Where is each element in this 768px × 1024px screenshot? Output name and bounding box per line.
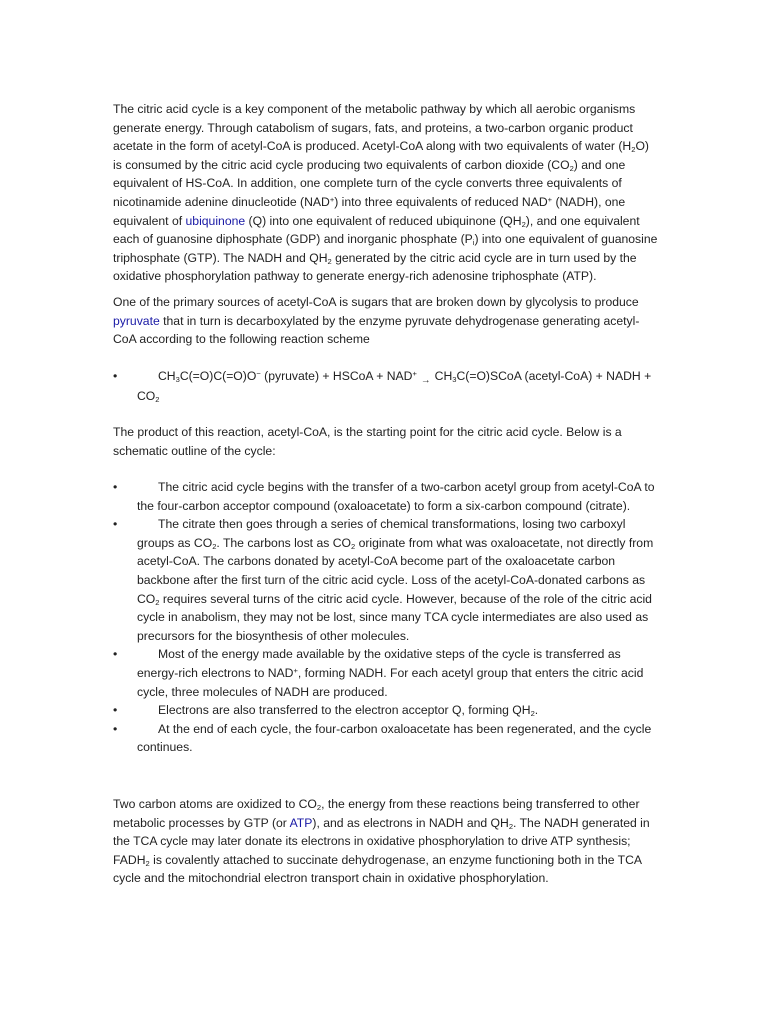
reaction-list xyxy=(113,367,661,406)
list-item: • The citric acid cycle begins with the transfer of a two-carbon acetyl group from acetyl-CoA to the four-carbon acceptor compound (oxaloacetate) to form a six-carbon compound (citrate). xyxy=(113,480,655,513)
bullet-icon: • xyxy=(113,368,118,383)
bullet-icon: • xyxy=(113,703,118,718)
reaction-scheme: • $CH_3C(=O)C(=O)O^-$ (pyruvate) + HSCoA + $NAD^+\to CH_3C(=O)SCoA$ (acetyl-CoA) + NADH + $CO_2$ xyxy=(113,368,652,405)
pyruvate-link[interactable]: pyruvate xyxy=(113,313,160,328)
cycle-intro-paragraph: The product of this reaction, acetyl-CoA, is the starting point for the citric acid cycle. Below is a schematic outline of the cycle: xyxy=(113,424,622,458)
atp-link[interactable]: ATP xyxy=(289,815,313,830)
bullet-icon: • xyxy=(113,517,118,532)
ubiquinone-link[interactable]: ubiquinone xyxy=(185,213,246,228)
acetyl-coa-sources-paragraph: One of the primary sources of acetyl-CoA is sugars that are broken down by glycolysis to produce pyruvate that in turn is decarboxylated by the enzyme pyruvate dehydrogenase generating acetyl-CoA according to the following reaction scheme xyxy=(113,294,640,347)
oxidation-paragraph: Two carbon atoms are oxidized to $CO_2$, the energy from these reactions being transferred to other metabolic processes by GTP (or ATP), and as electrons in NADH and $QH_2$. The NADH generated in the TCA cycle may later donate its electrons in oxidative phosphorylation to drive ATP synthesis; $FADH_2$ is covalently attached to succinate dehydrogenase, an enzyme functioning both in the TCA cycle and the mitochondrial electron transport chain in oxidative phosphorylation. xyxy=(113,797,650,886)
list-item: • Most of the energy made available by the oxidative steps of the cycle is transferred as energy-rich electrons to NAD+, forming NADH. For each acetyl group that enters the citric acid cycle, three molecules of NADH are produced. xyxy=(113,647,644,699)
reaction-arrow-icon: → xyxy=(420,374,431,386)
list-item: • Electrons are also transferred to the electron acceptor Q, forming $QH_2$. xyxy=(113,703,539,719)
document-body xyxy=(113,100,661,888)
list-item: • At the end of each cycle, the four-carbon oxaloacetate has been regenerated, and the cycle continues. xyxy=(113,721,652,755)
cycle-steps-list xyxy=(113,478,661,757)
bullet-icon: • xyxy=(113,721,118,736)
bullet-icon: • xyxy=(113,647,118,662)
intro-paragraph: The citric acid cycle is a key component of the metabolic pathway by which all aerobic organisms generate energy. Through catabolism of sugars, fats, and proteins, a two-carbon organic product acetate in the form of acetyl-CoA is produced. Acetyl-CoA along with two equivalents of water $(H_2O)$ is consumed by the citric acid cycle producing two equivalents of carbon dioxide $(CO_2)$ and one equivalent of HS-CoA. In addition, one complete turn of the cycle converts three equivalents of nicotinamide adenine dinucleotide (NAD+) into three equivalents of reduced NAD+ (NADH), one equivalent of ubiquinone (Q) into one equivalent of reduced ubiquinone $(QH_2)$, and one equivalent each of guanosine diphosphate (GDP) and inorganic phosphate $(P_i)$ into one equivalent of guanosine triphosphate (GTP). The NADH and $QH_2$ generated by the citric acid cycle are in turn used by the oxidative phosphorylation pathway to generate energy-rich adenosine triphosphate (ATP). xyxy=(113,102,658,284)
bullet-icon: • xyxy=(113,480,118,495)
list-item: • The citrate then goes through a series of chemical transformations, losing two carboxyl groups as $CO_2$. The carbons lost as $CO_2$ originate from what was oxaloacetate, not directly from acetyl-CoA. The carbons donated by acetyl-CoA become part of the oxaloacetate carbon backbone after the first turn of the citric acid cycle. Loss of the acetyl-CoA-donated carbons as $CO_2$ requires several turns of the citric acid cycle. However, because of the role of the citric acid cycle in anabolism, they may not be lost, since many TCA cycle intermediates are also used as precursors for the biosynthesis of other molecules. xyxy=(113,517,654,643)
